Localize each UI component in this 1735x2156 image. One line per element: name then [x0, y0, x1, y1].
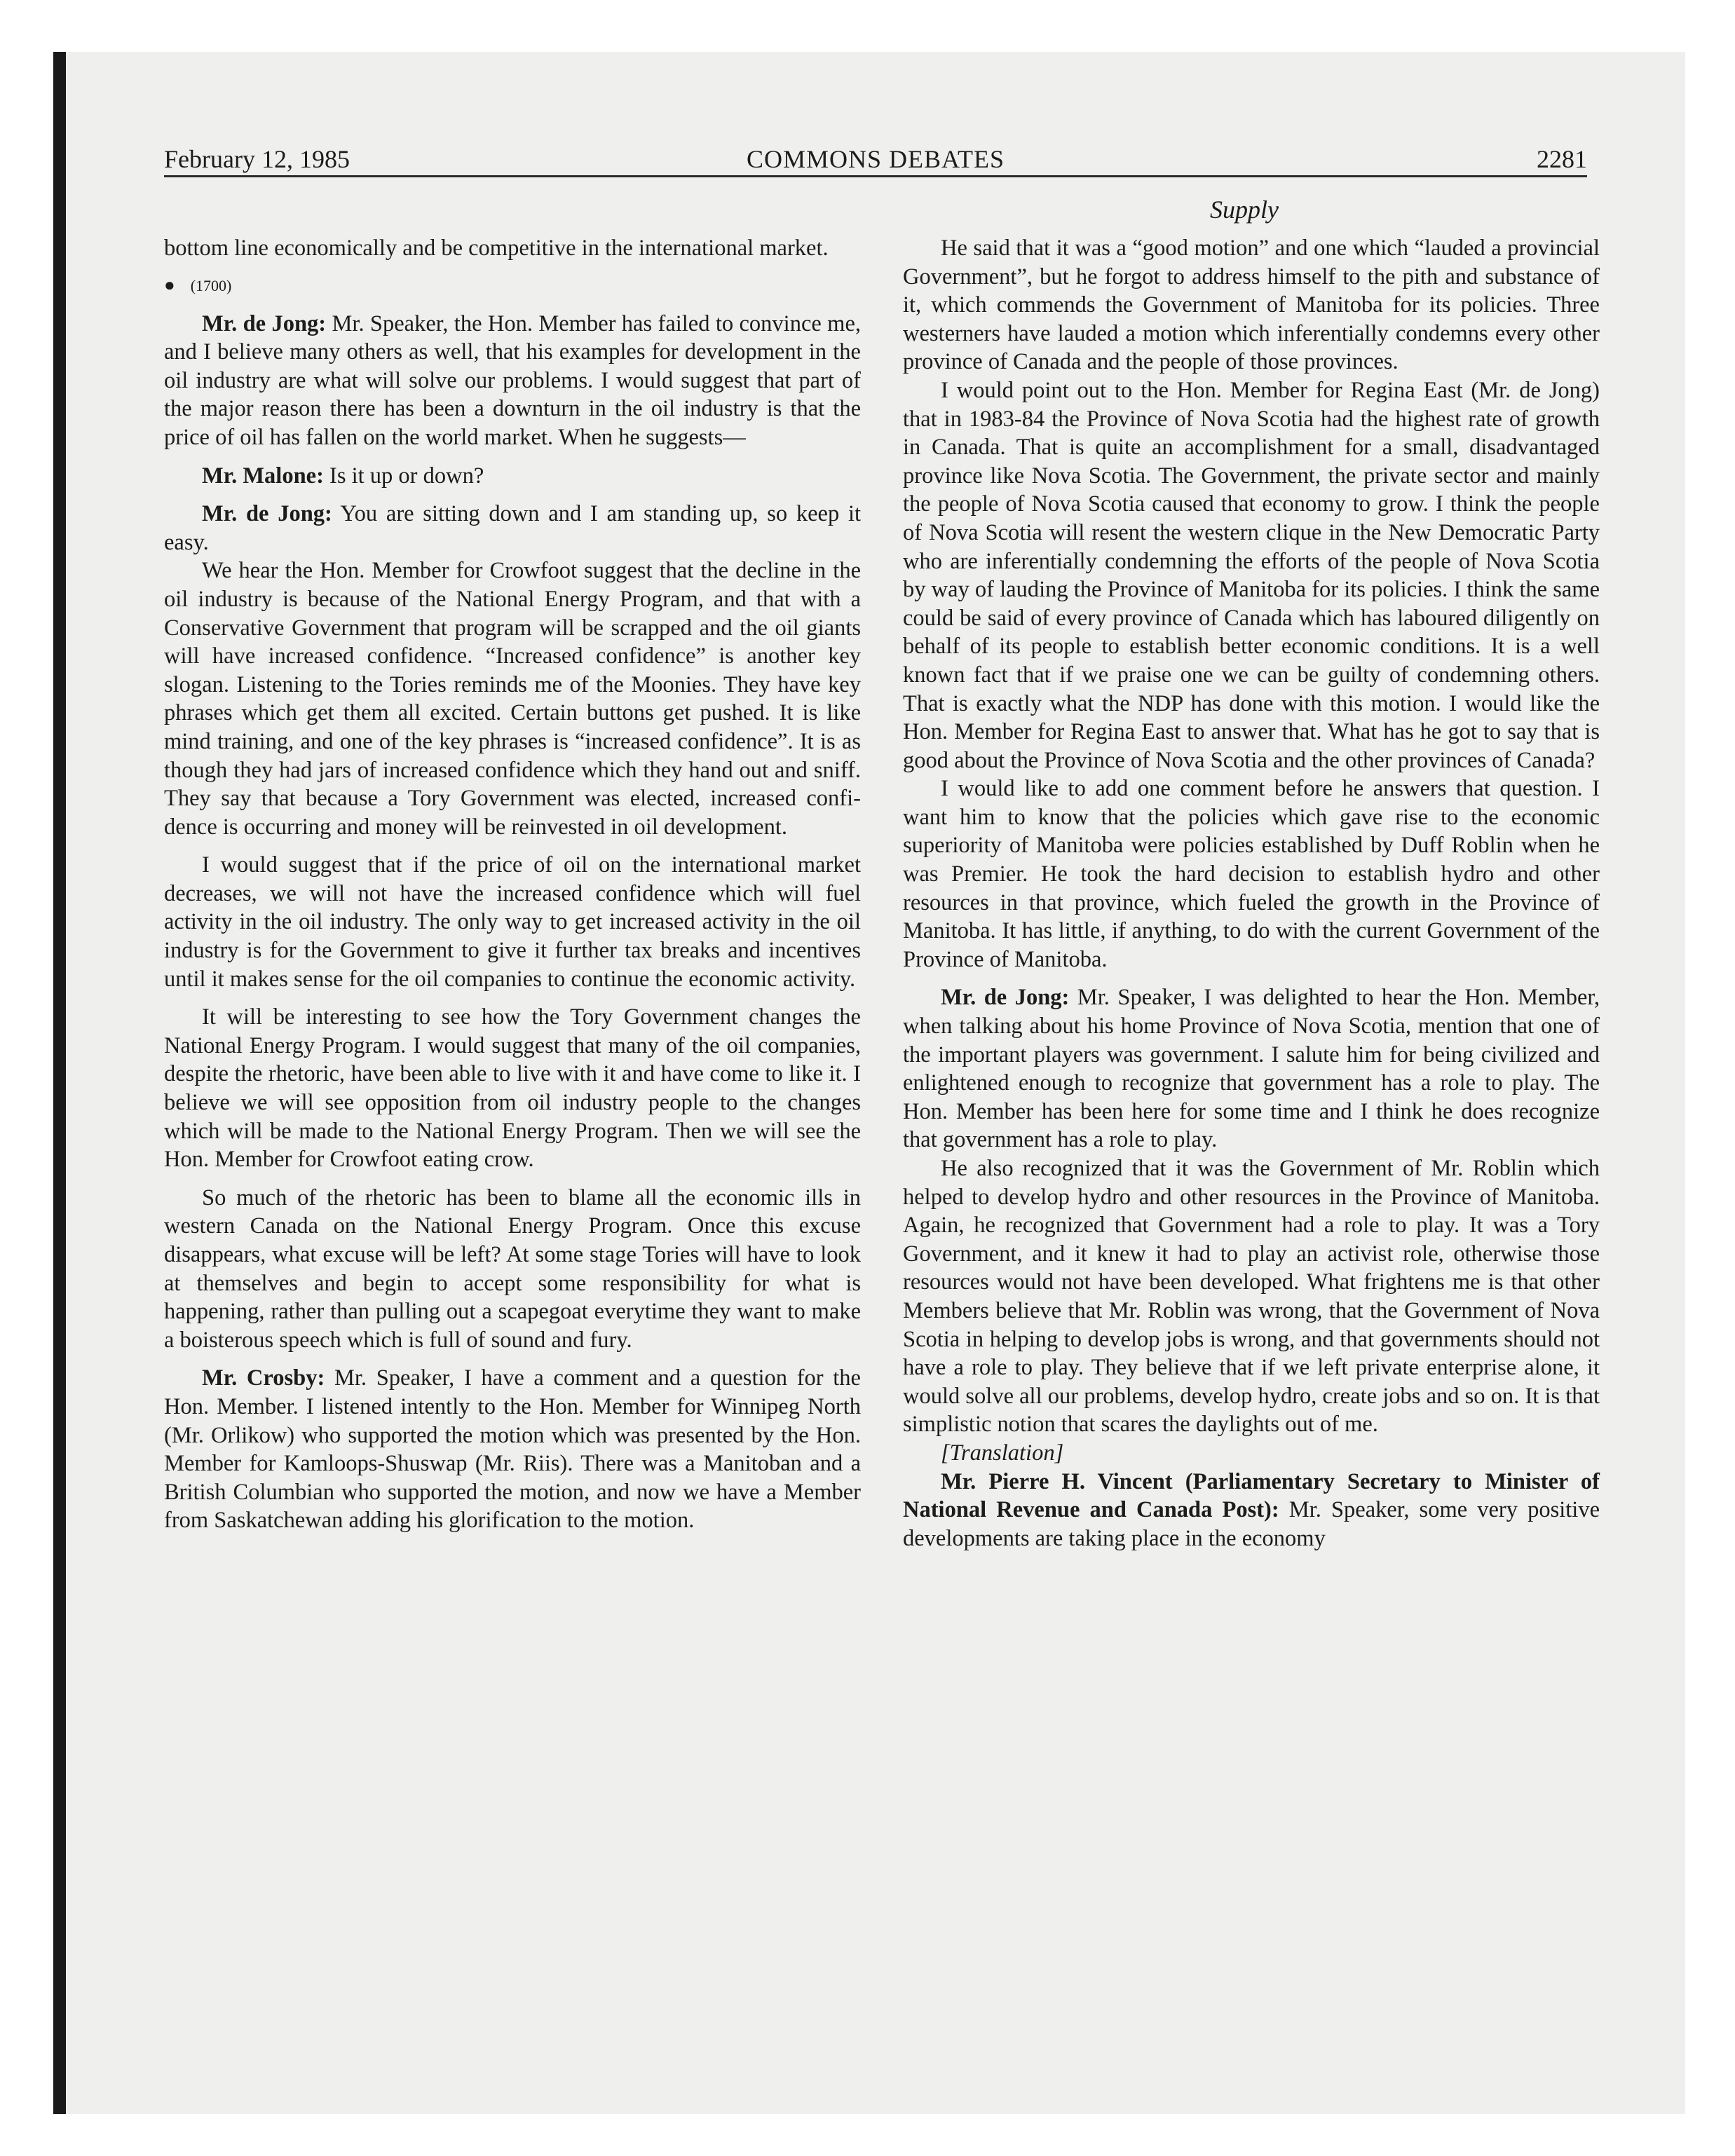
journal-title: COMMONS DEBATES	[746, 145, 1005, 173]
paragraph: I would suggest that if the price of oil on the international market decreases, we will not have the increased confidence which will fuel activity in the oil industry. The only way to get increased activity in the oil industry is for the Government to give it further tax breaks and incentives until it makes sense for the oil companies to continue the economic activity.	[164, 852, 861, 992]
speaker-name: Mr. de Jong:	[202, 311, 327, 336]
speaker-name: Mr. Pierre H. Vincent (Parliamentary Secretary to Minister of National Revenue and Canada Post):	[903, 1468, 1600, 1523]
timestamp-label: (1700)	[190, 276, 232, 294]
section-title: Supply	[1210, 196, 1279, 224]
speech-text: Mr. Speaker, I have a comment and a question for the Hon. Member. I listened intently to the Hon. Member for Winnipeg North (Mr. Orlikow) who supported the motion which was presented by the Hon. Member for Kamloops-Shuswap (Mr. Riis). There was a Manitoban and a British Columbian who supported the motion, and now we have a Member from Saskatchewan adding his glorification to the motion.	[164, 1365, 861, 1534]
left-column	[164, 234, 861, 1535]
speech-text: Is it up or down?	[323, 463, 484, 489]
speaker-name: Mr. de Jong:	[202, 501, 332, 527]
paragraph	[164, 1364, 861, 1535]
bullet-icon: ●	[164, 274, 175, 295]
running-head	[164, 143, 1587, 177]
paragraph: It will be interesting to see how the Tory Government changes the National Energy Program. I would suggest that many of the oil companies, despite the rhetoric, have been able to live with it and have come to like it. I believe we will see opposition from oil industry people to the changes which will be made to the National Energy Program. Then we will see the Hon. Member for Crowfoot eating crow.	[164, 1004, 861, 1173]
paragraph	[903, 1468, 1600, 1553]
paragraph: I would like to add one comment before he answers that question. I want him to know that the policies which gave rise to the economic superiority of Manitoba were policies established by Duff Roblin when he was Premier. He took the hard decision to establish hydro and other resources in that province, which fueled the growth in the Province of Manitoba. It has little, if anything, to do with the current Government of the Province of Manitoba.	[903, 776, 1600, 972]
paragraph	[164, 500, 861, 557]
paragraph	[164, 310, 861, 452]
paragraph: I would point out to the Hon. Member for Regina East (Mr. de Jong) that in 1983-84 the Province of Nova Scotia had the highest rate of growth in Canada. That is quite an accomplishment for a small, disadvantaged province like Nova Scotia. The Government, the private sector and mainly the people of Nova Scotia caused that economy to grow. I think the people of Nova Scotia will resent the western clique in the New Democratic Party who are inferentially condemning the efforts of the people of Nova Scotia by way of lauding the Province of Manitoba for its policies. I think the same could be said of every province of Canada which has laboured diligently on behalf of its people to establish better economic conditions. It is a well known fact that if we praise one we can be guilty of condemning others. That is exactly what the NDP has done with this motion. I would like the Hon. Member for Regina East to answer that. What has he got to say that is good about the Province of Nova Scotia and the other provinces of Canada?	[903, 377, 1600, 773]
translation-marker: [Translation]	[941, 1440, 1064, 1466]
speech-text: Mr. Speaker, the Hon. Member has failed to convince me, and I believe many others as well, that his examples for development in the oil industry are what will solve our problems. I would suggest that part of the major reason there has been a downturn in the oil industry is that the price of oil has fallen on the world market. When he suggests—	[164, 311, 862, 450]
right-column	[903, 234, 1600, 1553]
paragraph: He said that it was a “good motion” and one which “lauded a provincial Government”, but he forgot to address himself to the pith and substance of it, which commends the Government of Manitoba for its policies. Three westerners have lauded a motion which inferentially condemns every other province of Canada and the people of those provinces.	[903, 236, 1600, 375]
speech-text: Mr. Speaker, I was delighted to hear the Hon. Member, when talking about his home Province of Nova Scotia, mention that one of the important players was government. I salute him for being civilized and enlightened enough to recognize that government has a role to play. The Hon. Member has been here for some time and I think he does recognize that government has a role to play.	[903, 985, 1600, 1153]
speaker-name: Mr. Malone:	[202, 463, 324, 489]
timestamp	[164, 271, 861, 300]
paragraph: So much of the rhetoric has been to blame all the economic ills in western Canada on the National Energy Program. Once this excuse disappears, what excuse will be left? At some stage Tories will have to look at themselves and begin to accept some responsibility for what is happening, rather than pulling out a scapegoat everytime they want to make a boisterous speech which is full of sound and fury.	[164, 1185, 861, 1353]
page-number: 2281	[1537, 145, 1587, 173]
speaker-name: Mr. Crosby:	[202, 1365, 325, 1391]
page-date: February 12, 1985	[164, 145, 350, 173]
speech-text: Mr. Speaker, some very positive developments are taking place in the economy	[903, 1497, 1600, 1551]
speech-text: You are sitting down and I am standing up, so keep it easy.	[164, 501, 862, 555]
paragraph: He also recognized that it was the Government of Mr. Roblin which helped to develop hydro and other resources in the Province of Manitoba. Again, he recognized that Government had a role to play. It was a Tory Government, and it knew it had to play an activist role, otherwise those resources would not have been developed. What frightens me is that other Members believe that Mr. Roblin was wrong, that the Government of Nova Scotia in helping to develop jobs is wrong, and that governments should not have a role to play. They believe that if we left private enterprise alone, it would solve all our problems, develop hydro, create jobs and so on. It is that simplistic notion that scares the daylights out of me.	[903, 1156, 1600, 1438]
paragraph: We hear the Hon. Member for Crowfoot suggest that the decline in the oil industry is because of the National Energy Program, and that with a Conservative Government that program will be scrapped and the oil giants will have increased confidence. “Increased confidence” is another key slogan. Listening to the Tories reminds me of the Moonies. They have key phrases which get them all excited. Certain buttons get pushed. It is like mind training, and one of the key phrases is “increased confidence”. It is as though they had jars of increased confidence which they hand out and sniff. They say that because a Tory Government was elected, increased confidence is occurring and money will be reinvested in oil development.	[164, 558, 861, 840]
paragraph	[164, 462, 861, 491]
speaker-name: Mr. de Jong:	[941, 985, 1070, 1011]
paragraph	[903, 983, 1600, 1154]
paragraph: bottom line economically and be competitive in the international market.	[164, 236, 829, 261]
